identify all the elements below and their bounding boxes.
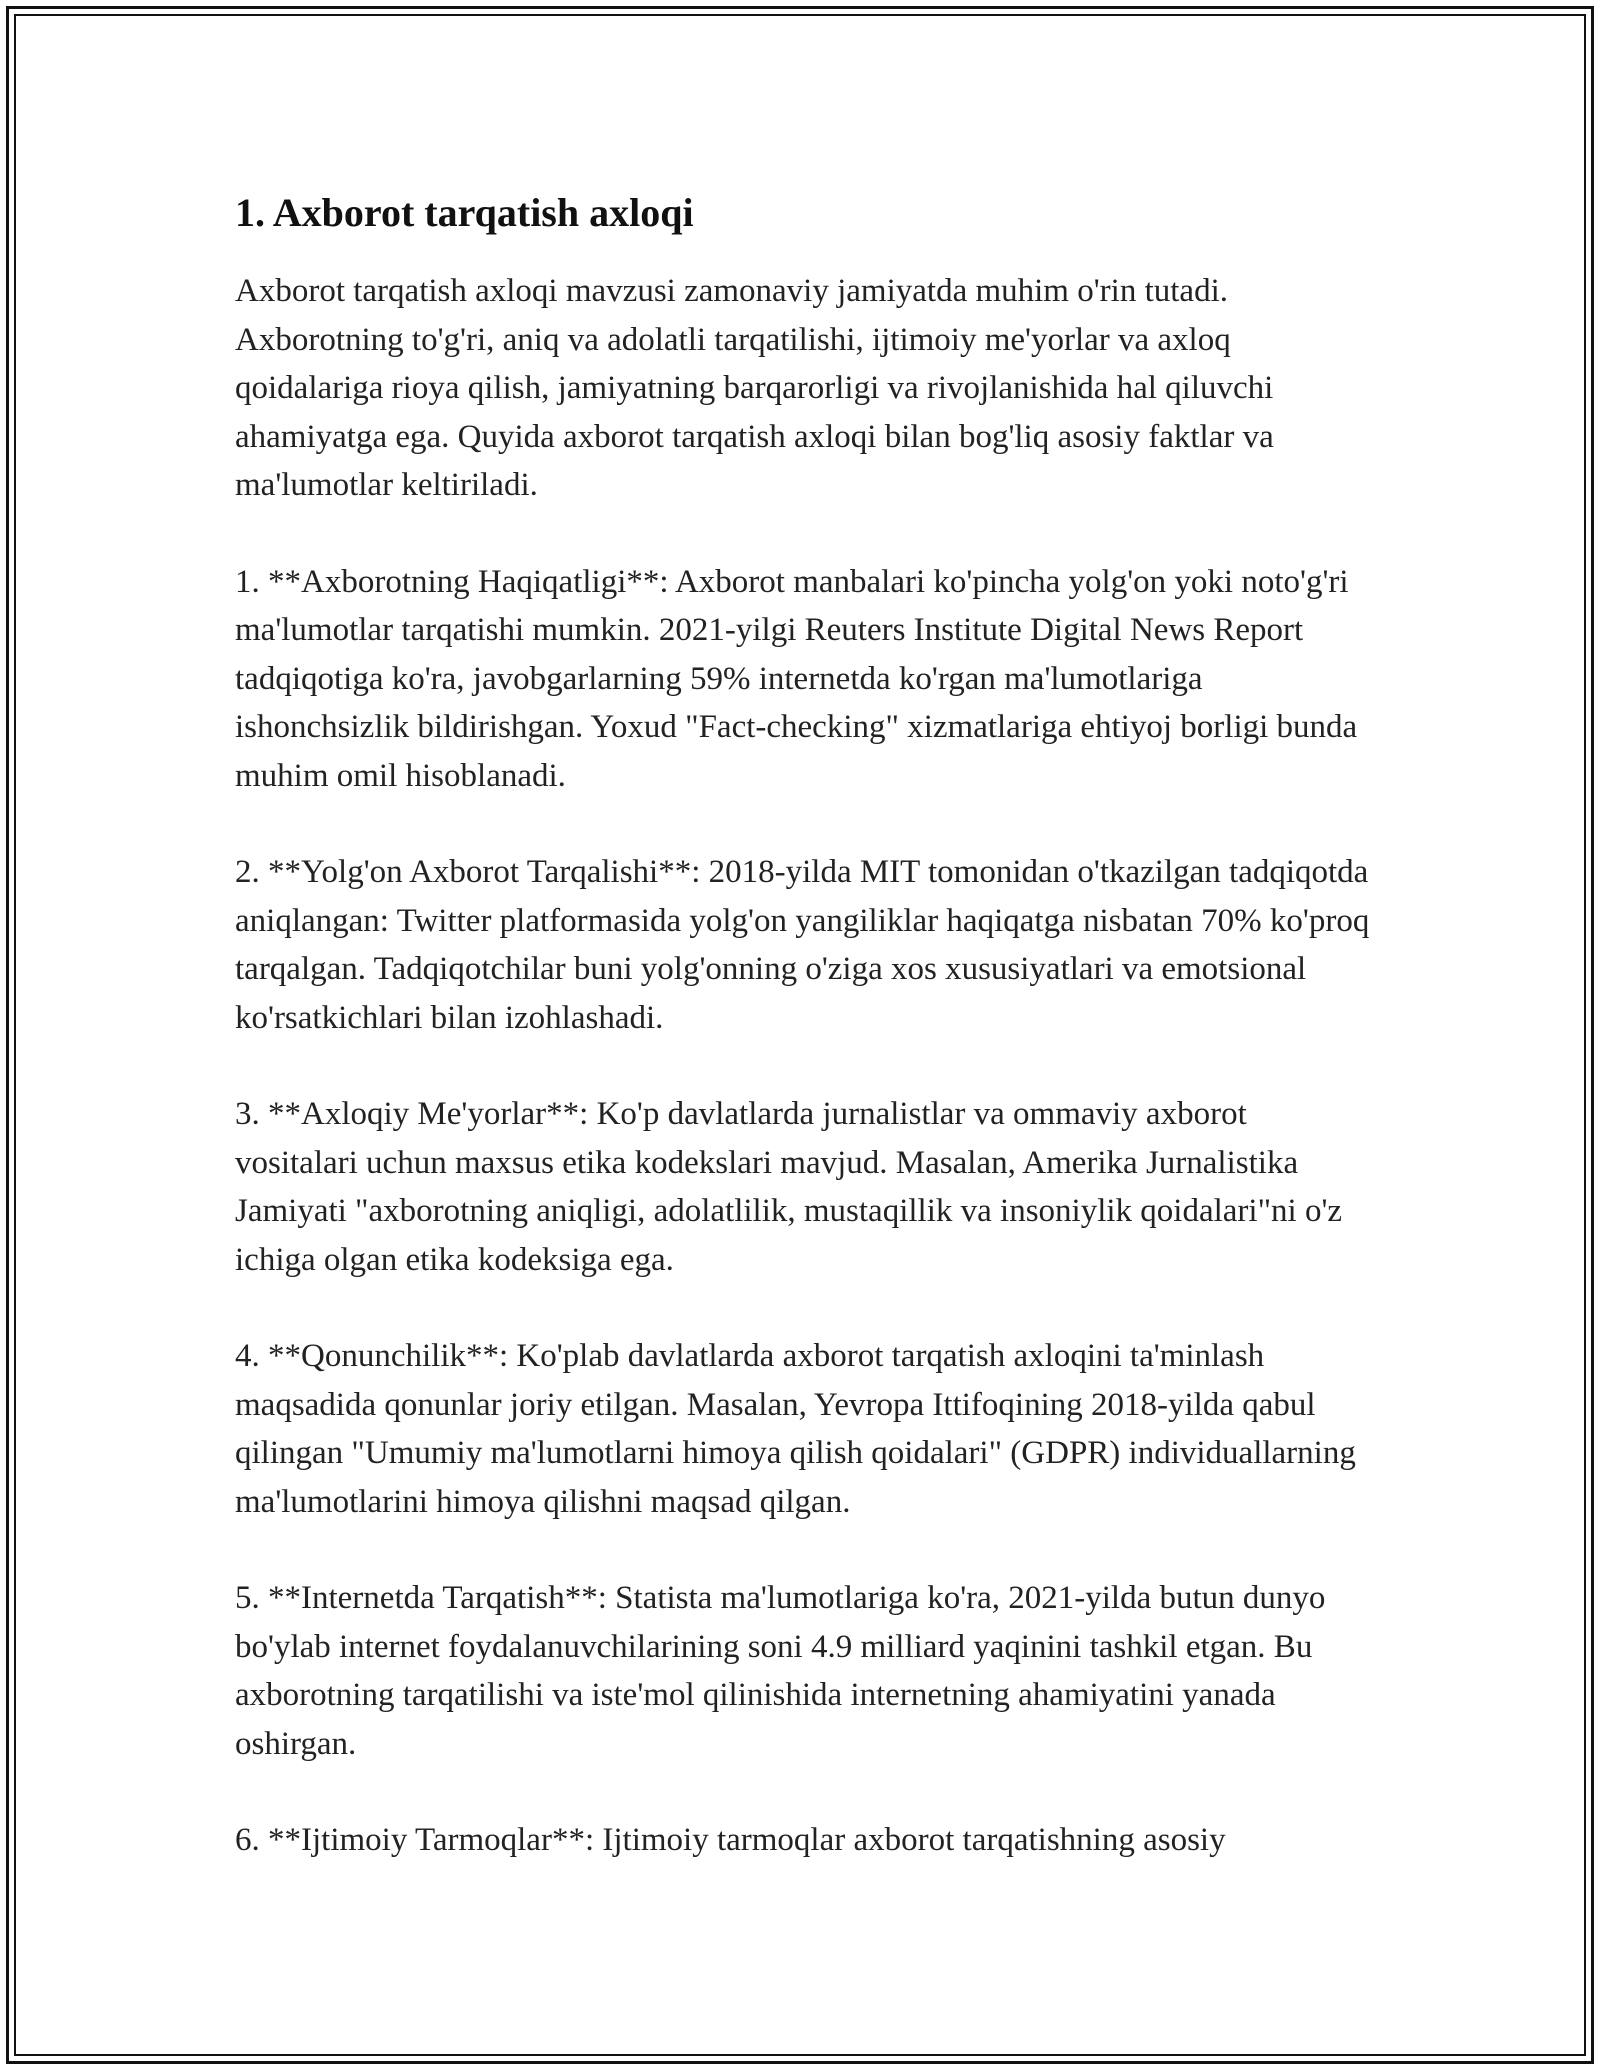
intro-paragraph: Axborot tarqatish axloqi mavzusi zamonaviy jamiyatda muhim o'rin tutadi. Axborotning to'g'ri, aniq va adolatli tarqatilishi, ijtimoiy me'yorlar va axloq qoidalariga rioya qilish, jamiyatning barqarorligi va rivojlanishida hal qiluvchi ahamiyatga ega. Quyida axborot tarqatish axloqi bilan bog'liq asosiy faktlar va ma'lumotlar keltiriladi. — [235, 273, 1274, 503]
paragraph-item-5: 5. **Internetda Tarqatish**: Statista ma'lumotlariga ko'ra, 2021-yilda butun dunyo bo'ylab internet foydalanuvchilarining soni 4.9 milliard yaqinini tashkil etgan. Bu axborotning tarqatilishi va iste'mol qilinishida internetning ahamiyatini yanada oshirgan. — [235, 1580, 1326, 1762]
paragraph-item-6: 6. **Ijtimoiy Tarmoqlar**: Ijtimoiy tarmoqlar axborot tarqatishning asosiy — [235, 1822, 1226, 1858]
paragraph-item-1: 1. **Axborotning Haqiqatligi**: Axborot manbalari ko'pincha yolg'on yoki noto'g'ri ma'lumotlar tarqatishi mumkin. 2021-yilgi Reuters Institute Digital News Report tadqiqotiga ko'ra, javobgarlarning 59% internetda ko'rgan ma'lumotlariga ishonchsizlik bildirishgan. Yoxud "Fact-checking" xizmatlariga ehtiyoj borligi bunda muhim omil hisoblanadi. — [235, 563, 1358, 794]
paragraph-item-4: 4. **Qonunchilik**: Ko'plab davlatlarda axborot tarqatish axloqini ta'minlash maqsadida qonunlar joriy etilgan. Masalan, Yevropa Ittifoqining 2018-yilda qabul qilingan "Umumiy ma'lumotlarni himoya qilish qoidalari" (GDPR) individuallarning ma'lumotlarini himoya qilishni maqsad qilgan. — [235, 1338, 1356, 1520]
document-title: 1. Axborot tarqatish axloqi — [235, 190, 694, 235]
paragraph-item-2: 2. **Yolg'on Axborot Tarqalishi**: 2018-yilda MIT tomonidan o'tkazilgan tadqiqotda aniqlangan: Twitter platformasida yolg'on yangiliklar haqiqatga nisbatan 70% ko'proq tarqalgan. Tadqiqotchilar buni yolg'onning o'ziga xos xususiyatlari va emotsional ko'rsatkichlari bilan izohlashadi. — [235, 854, 1370, 1036]
document-body — [235, 185, 1375, 1913]
paragraph-item-3: 3. **Axloqiy Me'yorlar**: Ko'p davlatlarda jurnalistlar va ommaviy axborot vositalari uchun maxsus etika kodekslari mavjud. Masalan, Amerika Jurnalistika Jamiyati "axborotning aniqligi, adolatlilik, mustaqillik va insoniylik qoidalari"ni o'z ichiga olgan etika kodeksiga ega. — [235, 1096, 1343, 1278]
